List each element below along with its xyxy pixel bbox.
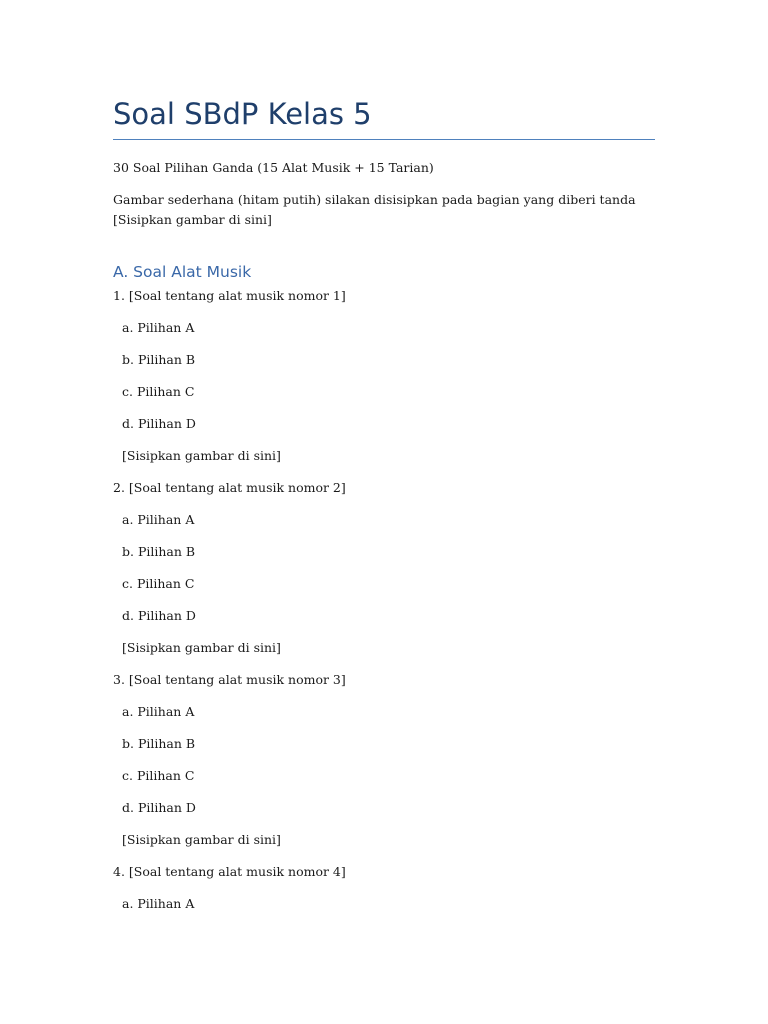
image-placeholder-note: [Sisipkan gambar di sini] [122, 448, 281, 463]
document-subtitle: 30 Soal Pilihan Ganda (15 Alat Musik + 15 Tarian) [113, 160, 434, 175]
answer-option: a. Pilihan A [122, 704, 195, 719]
question-text: 3. [Soal tentang alat musik nomor 3] [113, 672, 346, 687]
answer-option: b. Pilihan B [122, 544, 196, 559]
answer-option: b. Pilihan B [122, 352, 196, 367]
answer-option: a. Pilihan A [122, 512, 195, 527]
answer-option: c. Pilihan C [122, 384, 195, 399]
image-placeholder-note: [Sisipkan gambar di sini] [122, 832, 281, 847]
question-text: 1. [Soal tentang alat musik nomor 1] [113, 288, 346, 303]
answer-option: a. Pilihan A [122, 320, 195, 335]
answer-option: d. Pilihan D [122, 608, 196, 623]
document-title: Soal SBdP Kelas 5 [113, 97, 372, 131]
answer-option: d. Pilihan D [122, 416, 196, 431]
answer-option: c. Pilihan C [122, 768, 195, 783]
question-text: 2. [Soal tentang alat musik nomor 2] [113, 480, 346, 495]
question-text: 4. [Soal tentang alat musik nomor 4] [113, 864, 346, 879]
image-placeholder-note: [Sisipkan gambar di sini] [122, 640, 281, 655]
answer-option: d. Pilihan D [122, 800, 196, 815]
answer-option: b. Pilihan B [122, 736, 196, 751]
answer-option: c. Pilihan C [122, 576, 195, 591]
document-instruction: Gambar sederhana (hitam putih) silakan disisipkan pada bagian yang diberi tanda [Sisipkan gambar di sini] [113, 192, 636, 227]
title-divider [113, 139, 655, 140]
section-heading: A. Soal Alat Musik [113, 263, 252, 281]
answer-option: a. Pilihan A [122, 896, 195, 911]
